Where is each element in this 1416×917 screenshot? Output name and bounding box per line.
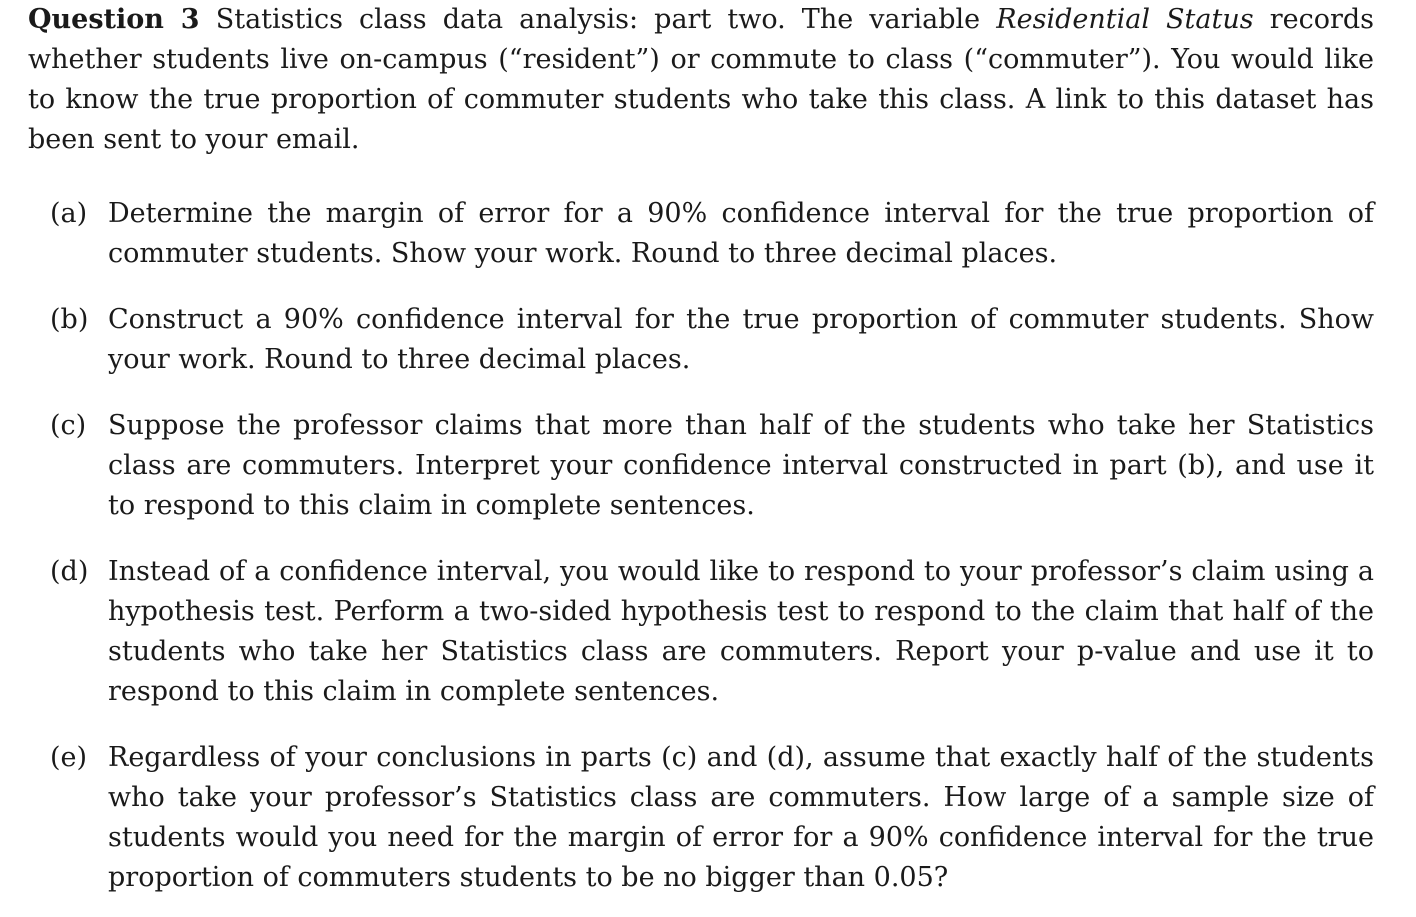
part-e: [28, 738, 1374, 898]
question-intro: [28, 0, 1374, 160]
question-intro-text-2: records whether students live on-campus (“resident”) or commute to class (“commuter”). You would like to know the true proportion of commuter students who take this class. A link to this dataset has been sent to your email.: [28, 4, 1375, 155]
part-b: [28, 300, 1374, 380]
part-c: [28, 406, 1374, 526]
part-b-text: Construct a 90% confidence interval for the true proportion of commuter students. Show your work. Round to three decimal places.: [108, 304, 1374, 375]
variable-name: Residential Status: [996, 4, 1254, 35]
part-c-label: (c): [50, 410, 87, 441]
part-a-label: (a): [50, 198, 88, 229]
part-e-label: (e): [50, 742, 88, 773]
part-d: [28, 552, 1374, 712]
question-intro-text-1: Statistics class data analysis: part two. The variable: [215, 4, 981, 35]
part-d-text: Instead of a confidence interval, you would like to respond to your professor’s claim using a hypothesis test. Perform a two-sided hypothesis test to respond to the claim that half of the students who take her Statistics class are commuters. Report your p-value and use it to respond to this claim in complete sentences.: [108, 556, 1374, 707]
part-a: [28, 194, 1374, 274]
part-a-text: Determine the margin of error for a 90% confidence interval for the true proportion of commuter students. Show your work. Round to three decimal places.: [108, 198, 1374, 269]
part-d-label: (d): [50, 556, 89, 587]
question-label: Question 3: [28, 4, 200, 35]
question-document: [28, 0, 1374, 898]
question-parts: [28, 194, 1374, 898]
part-b-label: (b): [50, 304, 89, 335]
part-c-text: Suppose the professor claims that more than half of the students who take her Statistics class are commuters. Interpret your confidence interval constructed in part (b), and use it to respond to this claim in complete sentences.: [108, 410, 1374, 521]
part-e-text: Regardless of your conclusions in parts (c) and (d), assume that exactly half of the students who take your professor’s Statistics class are commuters. How large of a sample size of students would you need for the margin of error for a 90% confidence interval for the true proportion of commuters students to be no bigger than 0.05?: [108, 742, 1374, 893]
